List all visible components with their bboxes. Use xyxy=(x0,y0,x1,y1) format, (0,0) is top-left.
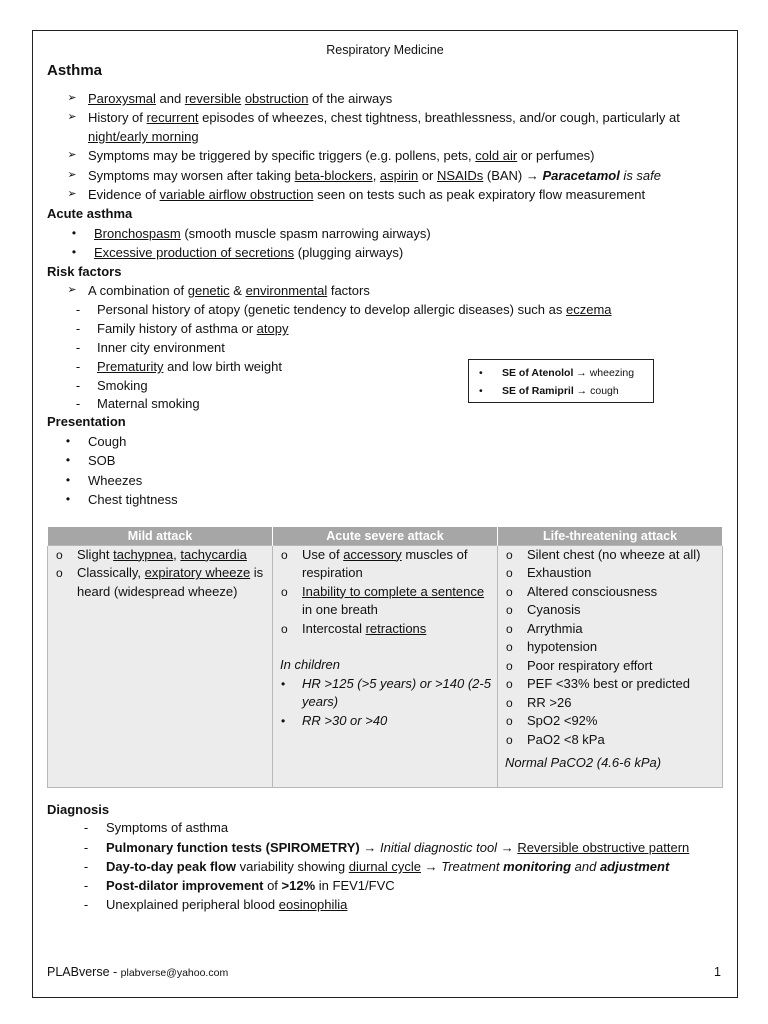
dash-icon: - xyxy=(75,340,81,355)
heading-diagnosis: Diagnosis xyxy=(47,802,110,817)
table-header-mild: Mild attack xyxy=(48,527,273,545)
page-header: Respiratory Medicine xyxy=(326,43,444,57)
dash-icon: - xyxy=(83,878,89,893)
dash-icon: - xyxy=(83,897,89,912)
risk-item-5: Smoking xyxy=(97,378,148,393)
bullet-icon: • xyxy=(65,473,71,487)
circle-bullet-icon: o xyxy=(281,621,288,636)
list-item: o Arrythmia xyxy=(498,620,722,639)
document-page xyxy=(32,30,738,998)
dash-icon: - xyxy=(83,820,89,835)
circle-bullet-icon: o xyxy=(506,640,513,654)
severity-table xyxy=(47,527,723,788)
table-header-severe: Acute severe attack xyxy=(273,527,498,545)
dash-icon: - xyxy=(75,302,81,317)
acute-item-1: Bronchospasm (smooth muscle spasm narrowing airways) xyxy=(94,226,431,241)
intro-line-5: Evidence of variable airflow obstruction seen on tests such as peak expiratory flow measurement xyxy=(88,187,646,202)
list-item: o Inability to complete a sentence in one breath xyxy=(281,583,485,617)
dash-icon: - xyxy=(83,859,89,874)
page-number: 1 xyxy=(714,965,721,979)
bullet-icon: • xyxy=(479,385,483,397)
circle-bullet-icon: o xyxy=(506,732,513,747)
risk-item-3: Inner city environment xyxy=(97,340,225,355)
circle-bullet-icon: o xyxy=(506,621,513,636)
list-item: o RR >26 xyxy=(498,694,722,713)
footer-email: plabverse@yahoo.com xyxy=(120,967,229,979)
dash-icon: - xyxy=(75,321,81,336)
circle-bullet-icon: o xyxy=(56,566,63,580)
table-header-life-threatening: Life-threatening attack xyxy=(498,527,723,545)
dash-icon: - xyxy=(75,378,81,393)
side-effect-atenolol: • SE of Atenolol → wheezing xyxy=(469,364,653,382)
list-item: o Intercostal retractions xyxy=(273,620,497,639)
list-item: o PEF <33% best or predicted xyxy=(498,675,722,694)
dash-icon: - xyxy=(83,840,89,855)
bullet-icon: • xyxy=(71,245,77,259)
intro-line-1: Paroxysmal and reversible obstruction of the airways xyxy=(88,91,393,106)
circle-bullet-icon: o xyxy=(506,584,513,599)
footer-brand: PLABverse - plabverse@yahoo.com xyxy=(47,965,229,979)
presentation-item: Cough xyxy=(88,434,127,449)
intro-line-3: Symptoms may be triggered by specific triggers (e.g. pollens, pets, cold air or perfumes) xyxy=(88,148,595,163)
bullet-icon: • xyxy=(65,453,71,467)
diagnosis-item-1: Symptoms of asthma xyxy=(106,820,229,835)
arrow-bullet-icon: ➢ xyxy=(67,111,77,123)
list-item: o hypotension xyxy=(498,638,722,657)
dash-icon: - xyxy=(75,396,81,411)
arrow-bullet-icon: ➢ xyxy=(67,92,77,104)
diagnosis-item-3: Day-to-day peak flow variability showing diurnal cycle → Treatment monitoring and adjustment xyxy=(106,859,670,874)
circle-bullet-icon: o xyxy=(506,658,513,673)
circle-bullet-icon: o xyxy=(56,547,63,562)
dash-icon: - xyxy=(75,359,81,374)
circle-bullet-icon: o xyxy=(506,714,513,728)
children-label: In children xyxy=(280,657,340,672)
list-item: • HR >125 (>5 years) or >140 (2-5 years) xyxy=(281,675,491,709)
presentation-item: SOB xyxy=(88,453,116,468)
bullet-icon: • xyxy=(65,434,71,448)
diagnosis-item-4: Post-dilator improvement of >12% in FEV1/FVC xyxy=(106,878,395,893)
presentation-item: Chest tightness xyxy=(88,492,178,507)
section-title-asthma: Asthma xyxy=(47,62,103,79)
arrow-bullet-icon: ➢ xyxy=(67,284,77,296)
arrow-bullet-icon: ➢ xyxy=(67,169,77,181)
acute-severe-cell xyxy=(273,545,498,787)
risk-item-6: Maternal smoking xyxy=(97,396,200,411)
arrow-bullet-icon: ➢ xyxy=(67,149,77,161)
list-item: o Classically, expiratory wheeze is heard (widespread wheeze) xyxy=(56,565,264,599)
life-threatening-cell xyxy=(498,545,723,787)
list-item: o Altered consciousness xyxy=(498,583,722,602)
intro-line-4: Symptoms may worsen after taking beta-blockers, aspirin or NSAIDs (BAN) → Paracetamol is safe xyxy=(88,168,661,183)
risk-main: A combination of genetic & environmental factors xyxy=(88,283,370,298)
presentation-item: Wheezes xyxy=(88,473,143,488)
circle-bullet-icon: o xyxy=(506,695,513,710)
circle-bullet-icon: o xyxy=(506,547,513,562)
bullet-icon: • xyxy=(281,676,286,691)
heading-acute-asthma: Acute asthma xyxy=(47,206,133,221)
list-item: o Exhaustion xyxy=(498,564,722,583)
intro-line-2-cont: night/early morning xyxy=(88,129,199,144)
circle-bullet-icon: o xyxy=(281,584,288,599)
heading-risk-factors: Risk factors xyxy=(47,264,122,279)
list-item: o Poor respiratory effort xyxy=(498,657,722,676)
circle-bullet-icon: o xyxy=(506,677,513,691)
list-item: o Silent chest (no wheeze at all) xyxy=(498,546,722,565)
list-item: • RR >30 or >40 xyxy=(273,712,497,731)
bullet-icon: • xyxy=(65,492,71,506)
heading-presentation: Presentation xyxy=(47,414,126,429)
circle-bullet-icon: o xyxy=(281,547,288,562)
intro-line-2: History of recurrent episodes of wheezes, chest tightness, breathlessness, and/or cough, particularly at xyxy=(88,110,680,125)
diagnosis-item-2: Pulmonary function tests (SPIROMETRY) → Initial diagnostic tool → Reversible obstructive pattern xyxy=(106,840,690,855)
mild-attack-cell xyxy=(48,545,273,787)
risk-item-1: Personal history of atopy (genetic tendency to develop allergic diseases) such as eczema xyxy=(97,302,612,317)
list-item: o SpO2 <92% xyxy=(498,712,722,731)
diagnosis-item-5: Unexplained peripheral blood eosinophilia xyxy=(106,897,348,912)
circle-bullet-icon: o xyxy=(506,566,513,580)
risk-item-2: Family history of asthma or atopy xyxy=(97,321,289,336)
normal-paco2-note: Normal PaCO2 (4.6-6 kPa) xyxy=(505,755,662,770)
list-item: o PaO2 <8 kPa xyxy=(498,731,722,750)
bullet-icon: • xyxy=(479,367,483,379)
circle-bullet-icon: o xyxy=(506,603,513,617)
risk-item-4: Prematurity and low birth weight xyxy=(97,359,282,374)
side-effect-ramipril: • SE of Ramipril → cough xyxy=(469,382,653,400)
list-item: o Slight tachypnea, tachycardia xyxy=(48,546,272,565)
list-item: o Cyanosis xyxy=(498,601,722,620)
bullet-icon: • xyxy=(71,226,77,240)
side-effects-box xyxy=(468,359,654,403)
bullet-icon: • xyxy=(281,713,286,728)
arrow-bullet-icon: ➢ xyxy=(67,188,77,200)
acute-item-2: Excessive production of secretions (plugging airways) xyxy=(94,245,404,260)
list-item: o Use of accessory muscles of respiration xyxy=(281,546,468,580)
